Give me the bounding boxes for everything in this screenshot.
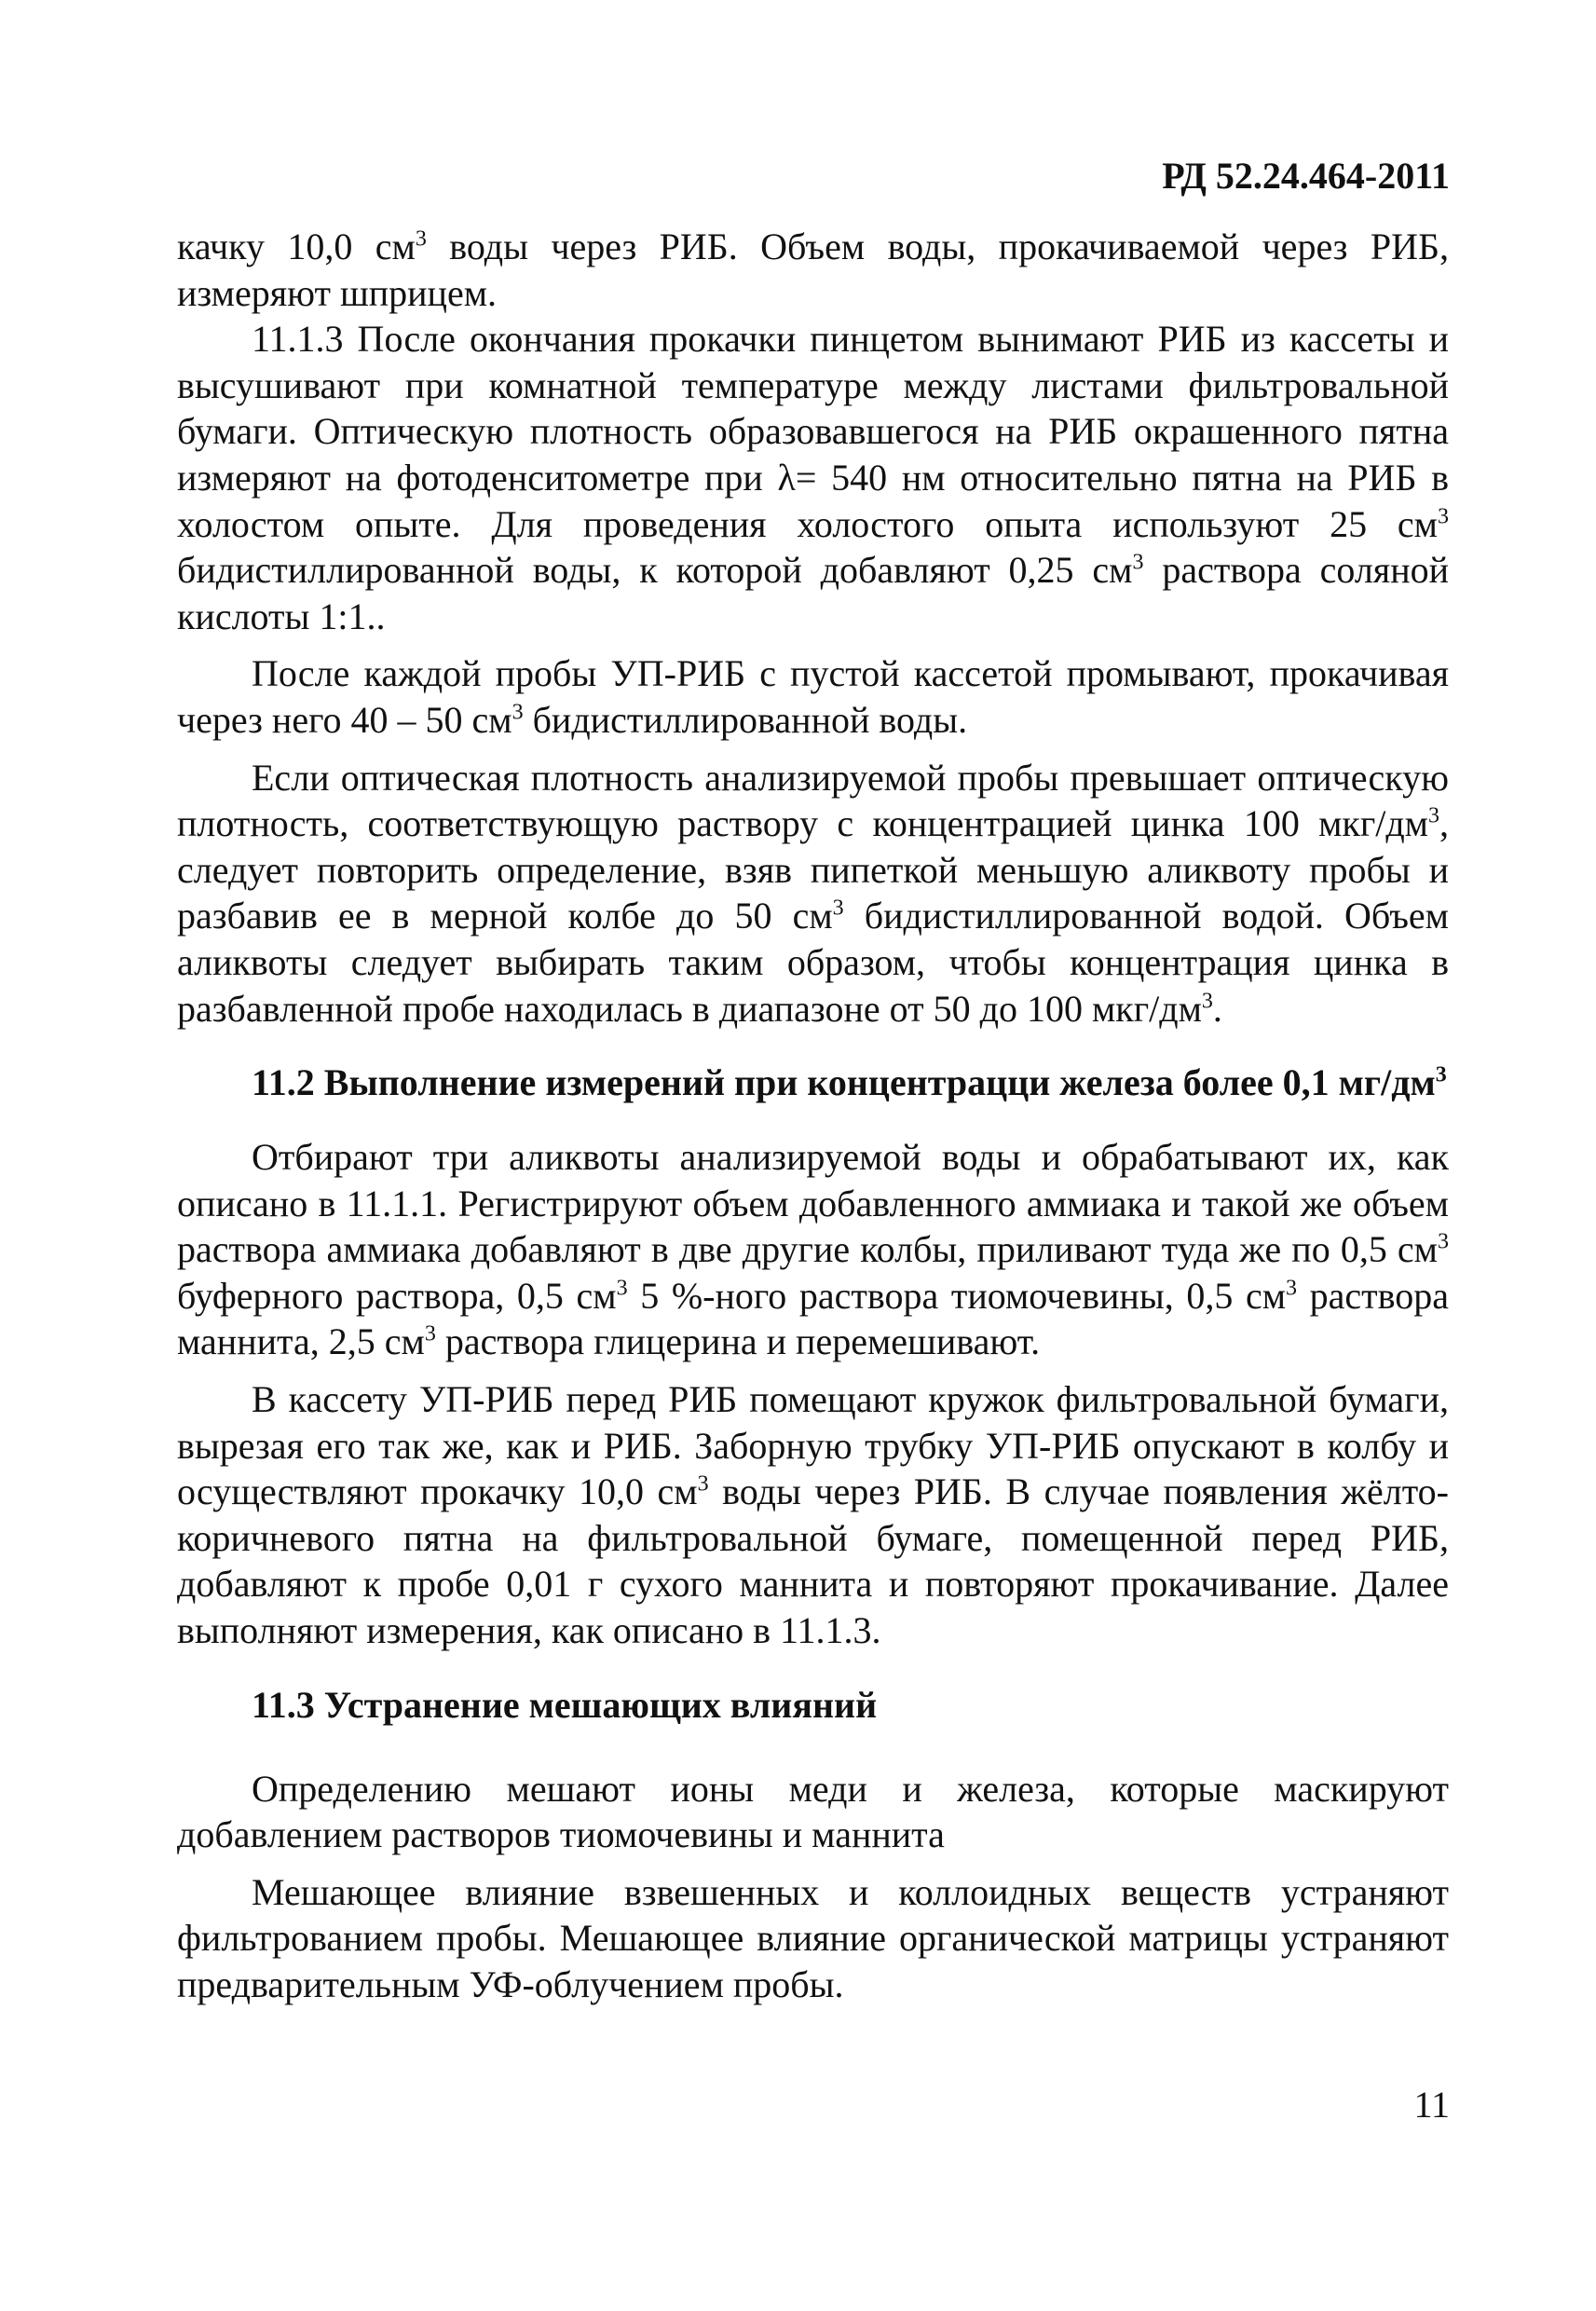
superscript-cube: 3 [1286, 1276, 1298, 1301]
paragraph-continuation: качку 10,0 $см^3$ воды через РИБ. Объем воды, прокачиваемой через РИБ, измеряют шприцем. [177, 226, 1449, 314]
superscript-cube: 3 [1438, 504, 1449, 529]
section-heading-11-3: 11.3 Устранение мешающих влияний [252, 1683, 878, 1726]
section-heading-11-2: 11.2 Выполнение измерений при концентрацци железа более 0,1 $мг/дм^3$ [252, 1061, 1447, 1104]
paragraph-rinse: После каждой пробы УП-РИБ с пустой кассетой промывают, прокачивая через него 40 – 50 $см^3$ бидистиллированной воды. [177, 652, 1449, 741]
superscript-cube: 3 [1201, 989, 1213, 1014]
superscript-cube: 3 [1132, 550, 1144, 575]
paragraph-11-1-3: 11.1.3 После окончания прокачки пинцетом вынимают РИБ из кассеты и высушивают при комнатной температуре между листами фильтровальной бумаги. Оптическую плотность образовавшегося на РИБ окрашенного пятна измеряют на фотоденситометре при λ= 540 нм относительно пятна на РИБ в холостом опыте. Для проведения холостого опыта используют 25 $см^3$ бидистиллированной воды, к которой добавляют 0,25 $см^3$ раствора соляной кислоты 1:1.. [177, 318, 1449, 637]
paragraph-interference-matrix: Мешающее влияние взвешенных и коллоидных веществ устраняют фильтрованием пробы. Мешающее влияние органической матрицы устраняют предварительным УФ-облучением пробы. [177, 1870, 1449, 2005]
document-body [177, 224, 1449, 2008]
superscript-cube: 3 [1435, 1062, 1447, 1087]
paragraph-aliquots: Отбирают три аликвоты анализируемой воды и обрабатывают их, как описано в 11.1.1. Регистрируют объем добавленного аммиака и такой же объем раствора аммиака добавляют в две другие колбы, приливают туда же по 0,5 $см^3$ буферного раствора, 0,5 $см^3$ 5 %-ного раствора тиомочевины, 0,5 $см^3$ раствора маннита, 2,5 $см^3$ раствора глицерина и перемешивают. [177, 1136, 1449, 1363]
superscript-cube: 3 [616, 1276, 628, 1301]
superscript-cube: 3 [1438, 1229, 1449, 1254]
superscript-cube: 3 [1428, 803, 1439, 828]
paragraph-interference-ions: Определению мешают ионы меди и железа, которые маскируют добавлением растворов тиомочевины и маннита [177, 1767, 1449, 1856]
superscript-cube: 3 [697, 1471, 709, 1497]
page-number: 11 [1413, 2084, 1450, 2126]
paragraph-cassette: В кассету УП-РИБ перед РИБ помещают кружок фильтровальной бумаги, вырезая его так же, как и РИБ. Заборную трубку УП-РИБ опускают в колбу и осуществляют прокачку 10,0 $см^3$ воды через РИБ. В случае появления жёлто-коричневого пятна на фильтровальной бумаге, помещенной перед РИБ, добавляют к пробе 0,01 г сухого маннита и повторяют прокачивание. Далее выполняют измерения, как описано в 11.1.3. [177, 1378, 1449, 1652]
superscript-cube: 3 [415, 226, 427, 252]
superscript-cube: 3 [832, 896, 844, 921]
paragraph-optical-density: Если оптическая плотность анализируемой пробы превышает оптическую плотность, соответствующую раствору с концентрацией цинка 100 мкг/$дм^3$, следует повторить определение, взяв пипеткой меньшую аликвоту пробы и разбавив ее в мерной колбе до 50 $см^3$ бидистиллированной водой. Объем аликвоты следует выбирать таким образом, чтобы концентрация цинка в разбавленной пробе находилась в диапазоне от 50 до 100 мкг/$дм^3$. [177, 756, 1449, 1030]
superscript-cube: 3 [512, 700, 524, 725]
document-code-header: РД 52.24.464-2011 [1162, 155, 1450, 197]
superscript-cube: 3 [424, 1322, 436, 1347]
